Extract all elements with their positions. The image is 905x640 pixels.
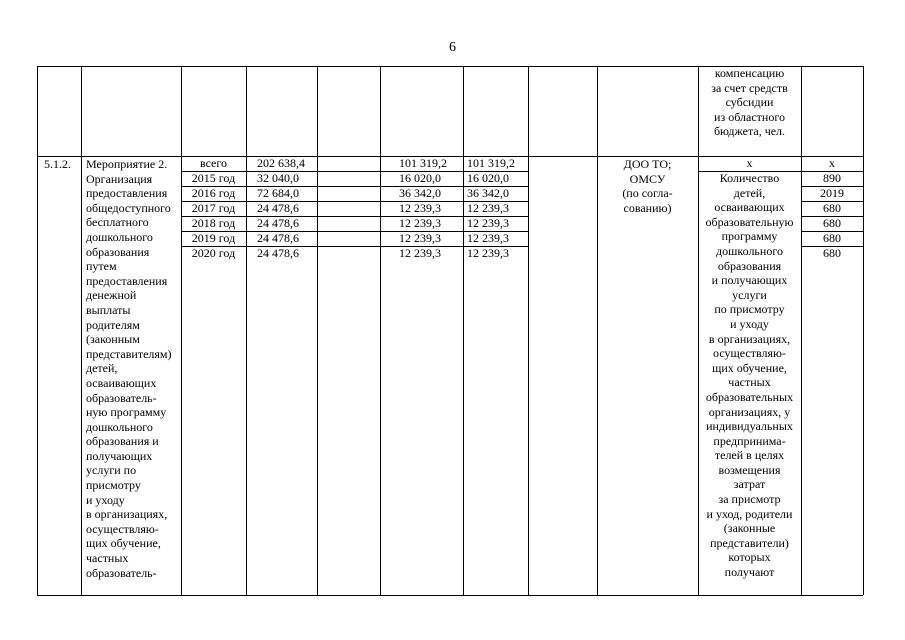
amount-col-a: 16 020,0: [399, 171, 441, 185]
amount-col-a: 36 342,0: [399, 186, 441, 200]
col-border: [463, 66, 464, 595]
col-border: [181, 66, 182, 595]
total-amount: 202 638,4: [257, 156, 305, 170]
header-indicator-continuation: компенсацию за счет средств субсидии из областного бюджета, чел.: [711, 66, 788, 139]
indicator-value: 680: [823, 246, 841, 260]
executor: ДОО ТО; ОМСУ (по согла- сованию): [622, 157, 673, 215]
col-border: [246, 66, 247, 595]
amount-col-a: 12 239,3: [399, 201, 441, 215]
amount-col-a: 12 239,3: [399, 216, 441, 230]
indicator-head-mark: х: [746, 156, 753, 170]
amount-col-b: 16 020,0: [467, 171, 509, 185]
activity-name: Мероприятие 2. Организация предоставления общедоступного бесплатного дошкольного образования путем предоставления денежной выплаты родителям (законным представителям) детей, осваивающих образователь- ную программу дошкольного образования и получающих услуги по присмотру и уходу в организациях, осуществляю- щих обучение, частных образователь-: [86, 157, 172, 580]
page-number: 6: [449, 40, 456, 55]
col-border: [863, 66, 864, 595]
total-amount: 24 478,6: [257, 246, 299, 260]
indicator-value: 890: [823, 171, 841, 185]
amount-col-b: 12 239,3: [467, 231, 509, 245]
year-label: 2017 год: [191, 201, 236, 215]
amount-col-b: 12 239,3: [467, 201, 509, 215]
year-label: 2015 год: [191, 171, 236, 185]
indicator-value: 680: [823, 216, 841, 230]
total-amount: 72 684,0: [257, 186, 299, 200]
indicator-value: 2019: [820, 186, 844, 200]
total-amount: 24 478,6: [257, 216, 299, 230]
amount-col-b: 36 342,0: [467, 186, 509, 200]
col-border: [801, 66, 802, 595]
row-number: 5.1.2.: [44, 157, 71, 171]
year-label: 2019 год: [191, 231, 236, 245]
year-label: всего: [199, 156, 228, 170]
indicator-value: 680: [823, 201, 841, 215]
year-label: 2018 год: [191, 216, 236, 230]
amount-col-b: 12 239,3: [467, 216, 509, 230]
total-amount: 24 478,6: [257, 231, 299, 245]
amount-col-a: 12 239,3: [399, 231, 441, 245]
indicator-description: Количество детей, осваивающих образовательную программу дошкольного образования и получающих услуги по присмотру и уходу в организациях, осуществляю- щих обучение, частных образовательных организациях, у индивидуальных предпринима- телей в целях возмещения затрат за присмотр и уход, родители (законные представители) которых получают: [705, 171, 794, 580]
col-border: [81, 66, 82, 595]
values-head-mark: х: [829, 156, 835, 170]
amount-col-b: 12 239,3: [467, 246, 509, 260]
total-amount: 32 040,0: [257, 171, 299, 185]
col-border: [380, 66, 381, 595]
year-label: 2016 год: [191, 186, 236, 200]
amount-col-b: 101 319,2: [467, 156, 515, 170]
col-border: [597, 66, 598, 595]
year-label: 2020 год: [191, 246, 236, 260]
table-bottom-border: [37, 595, 863, 596]
amount-col-a: 12 239,3: [399, 246, 441, 260]
amount-col-a: 101 319,2: [399, 156, 447, 170]
col-border: [37, 66, 38, 595]
col-border: [528, 66, 529, 595]
col-border: [317, 66, 318, 595]
indicator-value: 680: [823, 231, 841, 245]
total-amount: 24 478,6: [257, 201, 299, 215]
